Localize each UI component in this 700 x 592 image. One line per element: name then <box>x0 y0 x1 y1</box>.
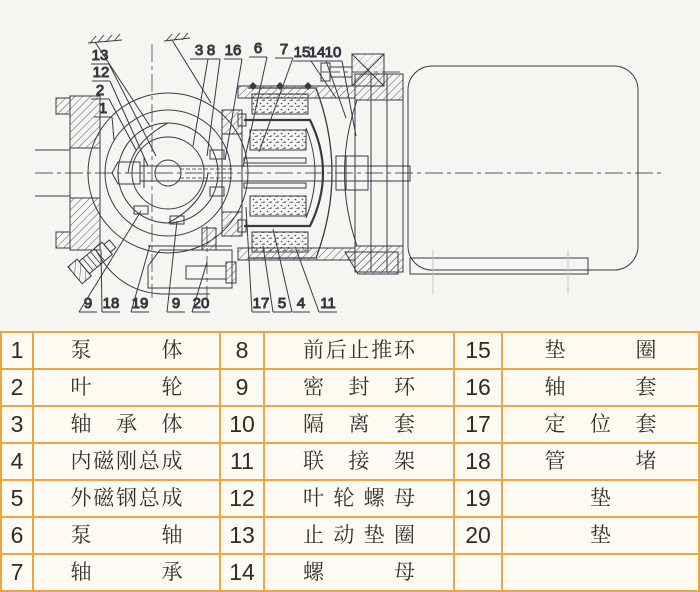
callout-12: 12 <box>92 64 110 81</box>
part-name-cell <box>503 333 698 368</box>
part-number-cell: 3 <box>2 407 32 442</box>
part-number-cell: 9 <box>221 370 263 405</box>
part-number-cell: 5 <box>2 481 32 516</box>
part-name-cell <box>34 518 219 553</box>
callout-14: 14 <box>308 44 326 61</box>
part-number-cell: 20 <box>455 518 501 553</box>
part-name-text: 垫圈 <box>544 338 657 362</box>
part-name-cell <box>265 481 453 516</box>
part-name-cell <box>265 370 453 405</box>
part-name-text: 联接架 <box>303 449 415 473</box>
part-name-text: 定位套 <box>544 412 657 436</box>
part-name-text: 外磁钢总成 <box>70 486 183 510</box>
part-name-text: 垫 <box>590 523 611 547</box>
part-number-cell <box>455 555 501 590</box>
part-name-text: 叶轮螺母 <box>303 486 415 510</box>
part-name-cell <box>34 370 219 405</box>
part-number-cell: 12 <box>221 481 263 516</box>
part-number-cell: 10 <box>221 407 263 442</box>
part-number-cell: 2 <box>2 370 32 405</box>
part-number-cell: 15 <box>455 333 501 368</box>
part-name-cell <box>503 518 698 553</box>
part-name-cell <box>265 444 453 479</box>
callout-6: 6 <box>253 40 263 57</box>
part-name-cell <box>265 555 453 590</box>
part-name-text: 轴套 <box>544 375 657 399</box>
part-name-cell <box>265 333 453 368</box>
callout-11: 11 <box>320 295 336 312</box>
motor-foot <box>410 258 588 274</box>
part-name-cell <box>34 333 219 368</box>
part-number-cell: 16 <box>455 370 501 405</box>
parts-table <box>0 331 700 592</box>
part-name-text: 密封环 <box>303 375 415 399</box>
part-name-text: 管堵 <box>544 449 657 473</box>
part-number-cell: 14 <box>221 555 263 590</box>
callout-10: 10 <box>324 44 342 61</box>
callout-4: 4 <box>296 295 306 312</box>
callout-16: 16 <box>224 42 242 59</box>
callout-13: 13 <box>91 47 109 64</box>
part-name-cell <box>265 407 453 442</box>
part-name-text: 前后止推环 <box>303 338 415 362</box>
part-name-text: 螺母 <box>303 560 415 584</box>
callout-9: 9 <box>171 295 181 312</box>
callout-2: 2 <box>95 82 105 99</box>
part-name-cell <box>34 555 219 590</box>
part-name-text: 垫 <box>590 486 611 510</box>
part-name-text: 止动垫圈 <box>303 523 415 547</box>
part-name-cell <box>503 444 698 479</box>
callout-19: 19 <box>131 295 149 312</box>
callout-17: 17 <box>252 295 270 312</box>
part-name-cell <box>34 444 219 479</box>
callout-18: 18 <box>102 295 120 312</box>
part-number-cell: 11 <box>221 444 263 479</box>
part-number-cell: 19 <box>455 481 501 516</box>
callout-3: 3 <box>194 42 204 59</box>
callout-9: 9 <box>83 295 93 312</box>
callout-15: 15 <box>293 44 311 61</box>
part-number-cell: 1 <box>2 333 32 368</box>
part-name-cell <box>503 407 698 442</box>
part-name-cell <box>503 370 698 405</box>
support-foot <box>148 228 236 288</box>
part-name-text: 内磁刚总成 <box>70 449 183 473</box>
part-name-cell <box>503 481 698 516</box>
callout-1: 1 <box>98 100 108 117</box>
part-number-cell: 18 <box>455 444 501 479</box>
part-name-text: 叶轮 <box>70 375 183 399</box>
callout-8: 8 <box>206 42 216 59</box>
part-number-cell: 6 <box>2 518 32 553</box>
motor-body <box>408 66 638 294</box>
part-number-cell: 4 <box>2 444 32 479</box>
part-name-cell <box>34 407 219 442</box>
part-name-text: 泵轴 <box>70 523 183 547</box>
part-number-cell: 17 <box>455 407 501 442</box>
callout-7: 7 <box>279 41 289 58</box>
pump-shaft <box>140 166 368 181</box>
part-name-text: 轴承体 <box>70 412 183 436</box>
part-number-cell: 8 <box>221 333 263 368</box>
part-number-cell: 13 <box>221 518 263 553</box>
part-name-cell <box>34 481 219 516</box>
seal-rings <box>134 150 224 224</box>
part-name-text: 轴承 <box>70 560 183 584</box>
part-name-cell <box>265 518 453 553</box>
part-name-text: 隔离套 <box>303 412 415 436</box>
part-number-cell: 7 <box>2 555 32 590</box>
callout-20: 20 <box>192 295 210 312</box>
part-name-cell <box>503 555 698 590</box>
callout-5: 5 <box>277 295 287 312</box>
part-name-text: 泵体 <box>70 338 183 362</box>
